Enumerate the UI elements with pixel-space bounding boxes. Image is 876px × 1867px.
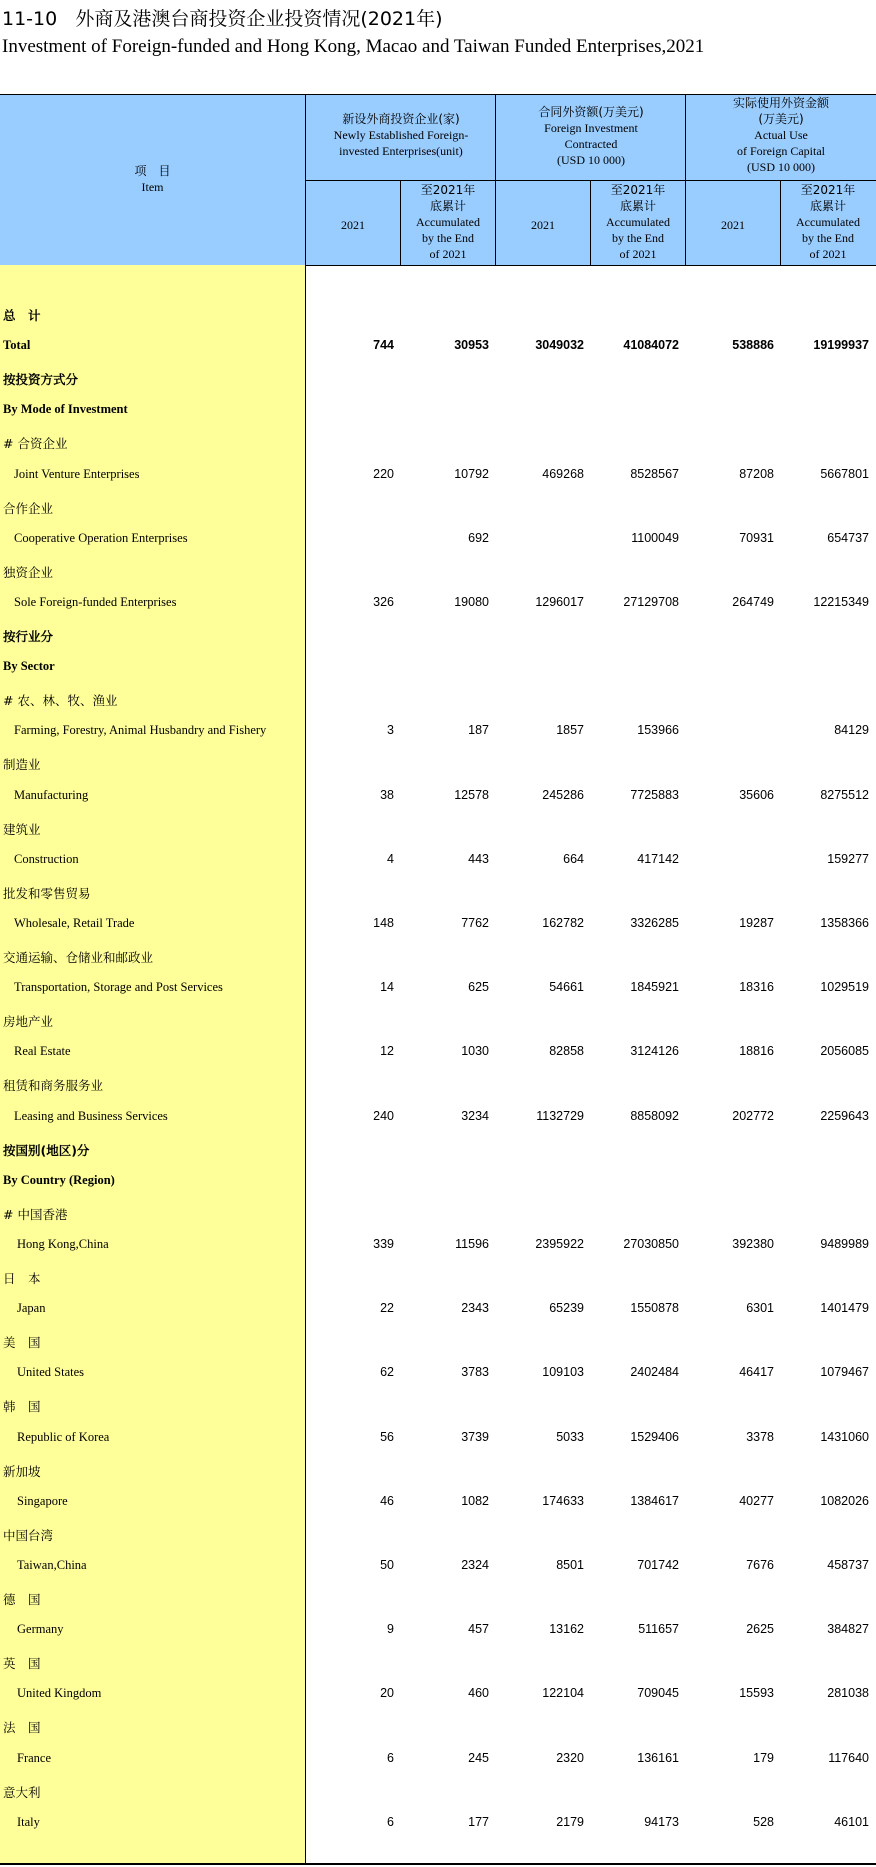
cell-value: 6301 — [746, 1301, 774, 1316]
row-label: 制造业 — [3, 757, 41, 773]
header-col-sep — [780, 180, 781, 265]
table-row — [0, 1582, 876, 1614]
row-label: 交通运输、仓储业和邮政业 — [3, 950, 154, 965]
row-label: France — [17, 1750, 52, 1765]
cell-value: 457 — [468, 1622, 489, 1637]
cell-value: 6 — [387, 1814, 394, 1829]
table-row — [0, 330, 876, 362]
table-row — [0, 491, 876, 523]
cell-value: 1857 — [556, 723, 584, 738]
cell-value: 2056085 — [820, 1044, 869, 1059]
cell-value: 3049032 — [535, 338, 584, 353]
cell-value: 22 — [380, 1301, 394, 1316]
cell-value: 12 — [380, 1044, 394, 1059]
subheader-accumulated: 至2021年 底累计 Accumulated by the End of 2021 — [796, 183, 860, 261]
cell-value: 2259643 — [820, 1108, 869, 1123]
cell-value: 2402484 — [630, 1365, 679, 1380]
cell-value: 56 — [380, 1429, 394, 1444]
cell-value: 19287 — [739, 915, 774, 930]
cell-value: 511657 — [638, 1622, 679, 1637]
cell-value: 709045 — [637, 1686, 679, 1701]
cell-value: 30953 — [454, 338, 489, 353]
row-label: Farming, Forestry, Animal Husbandry and Fishery — [14, 723, 267, 738]
header-divider — [306, 180, 876, 181]
cell-value: 162782 — [542, 915, 584, 930]
cell-value: 20 — [380, 1686, 394, 1701]
cell-value: 9489989 — [820, 1236, 869, 1251]
table-row — [0, 908, 876, 940]
table-row — [0, 523, 876, 555]
row-label: Real Estate — [14, 1044, 71, 1059]
cell-value: 8528567 — [630, 466, 679, 481]
cell-value: 70931 — [739, 530, 774, 545]
row-label: 租赁和商务服务业 — [3, 1078, 104, 1094]
row-label: Republic of Korea — [17, 1429, 110, 1444]
bottom-rule — [0, 1863, 876, 1865]
row-label: Total — [3, 338, 31, 353]
row-label: Hong Kong,China — [17, 1236, 109, 1251]
cell-value: 40277 — [739, 1493, 774, 1508]
table-row — [0, 1004, 876, 1036]
cell-value: 1529406 — [630, 1429, 679, 1444]
table-row — [0, 1614, 876, 1646]
header-group-new-enterprises: 新设外商投资企业(家) Newly Established Foreign-invested Enterprises(unit) — [333, 112, 469, 158]
row-label: Construction — [14, 851, 79, 866]
cell-value: 7725883 — [630, 787, 679, 802]
cell-value: 5667801 — [820, 466, 869, 481]
cell-value: 15593 — [739, 1686, 774, 1701]
cell-value: 4 — [387, 851, 394, 866]
cell-value: 3124126 — [630, 1044, 679, 1059]
cell-value: 2343 — [461, 1301, 489, 1316]
cell-value: 1082026 — [820, 1493, 869, 1508]
cell-value: 8275512 — [820, 787, 869, 802]
header-col-sep — [400, 180, 401, 265]
cell-value: 528 — [753, 1814, 774, 1829]
table-row — [0, 1422, 876, 1454]
table-row — [0, 844, 876, 876]
cell-value: 177 — [468, 1814, 489, 1829]
cell-value: 1030 — [461, 1044, 489, 1059]
table-row — [0, 747, 876, 779]
row-label: By Sector — [3, 659, 55, 674]
subheader-year: 2021 — [721, 218, 745, 232]
cell-value: 3 — [387, 723, 394, 738]
table-row — [0, 1710, 876, 1742]
row-label: Japan — [17, 1301, 46, 1316]
subheader-year: 2021 — [341, 218, 365, 232]
cell-value: 1296017 — [535, 594, 584, 609]
cell-value: 46417 — [739, 1365, 774, 1380]
cell-value: 245 — [468, 1750, 489, 1765]
row-label: # 中国香港 — [3, 1206, 68, 1222]
cell-value: 159277 — [827, 851, 869, 866]
header-group-contracted: 合同外资额(万美元) Foreign Investment Contracted (USD 10 000) — [538, 105, 644, 167]
cell-value: 7676 — [746, 1557, 774, 1572]
table-row — [0, 587, 876, 619]
table-row — [0, 362, 876, 394]
row-label: 按行业分 — [3, 629, 54, 644]
cell-value: 38 — [380, 787, 394, 802]
table-row — [0, 555, 876, 587]
row-label: 德 国 — [3, 1592, 41, 1607]
table-row — [0, 1518, 876, 1550]
table-row — [0, 715, 876, 747]
cell-value: 27030850 — [623, 1236, 679, 1251]
cell-value: 13162 — [549, 1622, 584, 1637]
table-header — [0, 95, 876, 265]
row-label: 法 国 — [3, 1720, 41, 1736]
cell-value: 2324 — [461, 1557, 489, 1572]
cell-value: 1132729 — [536, 1108, 584, 1123]
cell-value: 187 — [468, 723, 489, 738]
table-row — [0, 1165, 876, 1197]
cell-value: 11596 — [455, 1236, 489, 1251]
cell-value: 27129708 — [623, 594, 679, 609]
table-row — [0, 1646, 876, 1678]
cell-value: 469268 — [542, 466, 584, 481]
cell-value: 109103 — [542, 1365, 584, 1380]
row-label: 批发和零售贸易 — [3, 885, 91, 901]
cell-value: 1431060 — [820, 1429, 869, 1444]
cell-value: 94173 — [644, 1814, 679, 1829]
row-label: By Country (Region) — [3, 1172, 115, 1187]
row-label: Taiwan,China — [17, 1557, 87, 1572]
table-row — [0, 940, 876, 972]
cell-value: 136161 — [637, 1750, 679, 1765]
table-row — [0, 1261, 876, 1293]
cell-value: 3783 — [461, 1365, 489, 1380]
cell-value: 174633 — [542, 1493, 584, 1508]
cell-value: 392380 — [732, 1236, 774, 1251]
table-row — [0, 1807, 876, 1839]
row-label: 日 本 — [3, 1271, 41, 1286]
cell-value: 14 — [380, 980, 394, 995]
cell-value: 84129 — [834, 723, 869, 738]
cell-value: 2625 — [746, 1622, 774, 1637]
table-row — [0, 619, 876, 651]
cell-value: 122104 — [542, 1686, 584, 1701]
cell-value: 6 — [387, 1750, 394, 1765]
cell-value: 2179 — [556, 1814, 584, 1829]
cell-value: 339 — [373, 1236, 394, 1251]
cell-value: 82858 — [549, 1044, 584, 1059]
cell-value: 9 — [387, 1622, 394, 1637]
cell-value: 2395922 — [535, 1236, 584, 1251]
table-row — [0, 1550, 876, 1582]
row-label: Singapore — [17, 1493, 68, 1508]
cell-value: 202772 — [732, 1108, 774, 1123]
cell-value: 3326285 — [630, 915, 679, 930]
row-label: Manufacturing — [14, 787, 89, 802]
row-label: Leasing and Business Services — [14, 1108, 168, 1123]
cell-value: 384827 — [827, 1622, 869, 1637]
cell-value: 460 — [468, 1686, 489, 1701]
table-row — [0, 1325, 876, 1357]
cell-value: 148 — [373, 915, 394, 930]
table-row — [0, 1293, 876, 1325]
cell-value: 1082 — [461, 1493, 489, 1508]
cell-value: 417142 — [637, 851, 679, 866]
row-label: Sole Foreign-funded Enterprises — [14, 594, 177, 609]
table-row — [0, 1068, 876, 1100]
header-group-actual-use: 实际使用外资金额 (万美元) Actual Use of Foreign Capital (USD 10 000) — [732, 96, 829, 174]
header-col-sep — [590, 180, 591, 265]
cell-value: 41084072 — [623, 338, 679, 353]
cell-value: 8858092 — [630, 1108, 679, 1123]
table-title-cn: 11-10 外商及港澳台商投资企业投资情况(2021年) — [2, 8, 443, 30]
row-label: 总 计 — [3, 308, 41, 323]
row-label: United States — [17, 1365, 85, 1380]
table-row — [0, 1101, 876, 1133]
cell-value: 46 — [380, 1493, 394, 1508]
table-row — [0, 972, 876, 1004]
cell-value: 179 — [753, 1750, 774, 1765]
cell-value: 1401479 — [820, 1301, 869, 1316]
table-row — [0, 651, 876, 683]
row-label: Cooperative Operation Enterprises — [14, 530, 188, 545]
cell-value: 3378 — [746, 1429, 774, 1444]
header-col-sep — [305, 95, 306, 265]
cell-value: 538886 — [732, 338, 774, 353]
cell-value: 2320 — [556, 1750, 584, 1765]
row-label: 房地产业 — [3, 1014, 54, 1030]
table-title-en: Investment of Foreign-funded and Hong Kong, Macao and Taiwan Funded Enterprises,2021 — [2, 36, 705, 57]
cell-value: 87208 — [739, 466, 774, 481]
cell-value: 19080 — [454, 594, 489, 609]
row-label: Italy — [17, 1814, 40, 1829]
row-label: 新加坡 — [3, 1463, 41, 1479]
cell-value: 1079467 — [820, 1365, 869, 1380]
table-row — [0, 1743, 876, 1775]
cell-value: 1550878 — [630, 1301, 679, 1316]
cell-value: 458737 — [827, 1557, 869, 1572]
cell-value: 18316 — [739, 980, 774, 995]
table-row — [0, 780, 876, 812]
cell-value: 5033 — [556, 1429, 584, 1444]
cell-value: 19199937 — [813, 338, 869, 353]
cell-value: 1845921 — [630, 980, 679, 995]
row-label: 中国台湾 — [3, 1527, 54, 1543]
row-label: By Mode of Investment — [3, 402, 128, 417]
row-label: 建筑业 — [3, 821, 41, 837]
cell-value: 744 — [373, 338, 394, 353]
table-row — [0, 1197, 876, 1229]
cell-value: 664 — [563, 851, 584, 866]
table-row — [0, 298, 876, 330]
table-row — [0, 1389, 876, 1421]
cell-value: 12215349 — [813, 594, 869, 609]
row-label: United Kingdom — [17, 1686, 102, 1701]
table-row — [0, 1229, 876, 1261]
subheader-accumulated: 至2021年 底累计 Accumulated by the End of 2021 — [606, 183, 670, 261]
cell-value: 264749 — [732, 594, 774, 609]
table-row — [0, 683, 876, 715]
table-row — [0, 1775, 876, 1807]
cell-value: 62 — [380, 1365, 394, 1380]
cell-value: 654737 — [827, 530, 869, 545]
cell-value: 240 — [373, 1108, 394, 1123]
cell-value: 1100049 — [631, 530, 679, 545]
cell-value: 220 — [373, 466, 394, 481]
subheader-accumulated: 至2021年 底累计 Accumulated by the End of 2021 — [416, 183, 480, 261]
cell-value: 54661 — [549, 980, 584, 995]
header-col-sep — [685, 95, 686, 265]
cell-value: 3234 — [461, 1108, 489, 1123]
cell-value: 326 — [373, 594, 394, 609]
row-label: # 农、林、牧、渔业 — [3, 693, 118, 709]
table-row — [0, 876, 876, 908]
table-row — [0, 1133, 876, 1165]
row-label: Joint Venture Enterprises — [14, 466, 140, 481]
row-label: 按投资方式分 — [3, 372, 79, 388]
cell-value: 10792 — [454, 466, 489, 481]
cell-value: 65239 — [549, 1301, 584, 1316]
table-row — [0, 1678, 876, 1710]
cell-value: 50 — [380, 1557, 394, 1572]
row-label: Transportation, Storage and Post Services — [14, 980, 223, 995]
cell-value: 46101 — [834, 1814, 869, 1829]
row-label: 英 国 — [3, 1656, 41, 1672]
header-col-sep — [495, 95, 496, 265]
table-row — [0, 1357, 876, 1389]
row-label: 意大利 — [3, 1784, 41, 1800]
row-label: # 合资企业 — [3, 436, 68, 452]
cell-value: 153966 — [637, 723, 679, 738]
cell-value: 3739 — [461, 1429, 489, 1444]
cell-value: 245286 — [542, 787, 584, 802]
row-label: 独资企业 — [3, 564, 54, 580]
cell-value: 7762 — [461, 915, 489, 930]
cell-value: 625 — [468, 980, 489, 995]
row-label: 合作企业 — [3, 500, 54, 516]
row-label: 美 国 — [3, 1335, 41, 1351]
cell-value: 1358366 — [820, 915, 869, 930]
cell-value: 443 — [468, 851, 489, 866]
cell-value: 281038 — [827, 1686, 869, 1701]
table-row — [0, 1454, 876, 1486]
table-row — [0, 1486, 876, 1518]
row-label: Wholesale, Retail Trade — [14, 915, 135, 930]
table-row — [0, 812, 876, 844]
table-row — [0, 394, 876, 426]
cell-value: 18816 — [739, 1044, 774, 1059]
table-row — [0, 426, 876, 458]
cell-value: 8501 — [556, 1557, 584, 1572]
header-item: 项 目 Item — [134, 164, 171, 194]
subheader-year: 2021 — [531, 218, 555, 232]
cell-value: 117640 — [828, 1750, 869, 1765]
table-row — [0, 1036, 876, 1068]
cell-value: 1384617 — [630, 1493, 679, 1508]
cell-value: 692 — [468, 530, 489, 545]
cell-value: 1029519 — [820, 980, 869, 995]
table-row — [0, 459, 876, 491]
cell-value: 12578 — [454, 787, 489, 802]
row-label: 韩 国 — [3, 1399, 41, 1415]
row-label: Germany — [17, 1622, 64, 1637]
cell-value: 35606 — [739, 787, 774, 802]
row-label: 按国别(地区)分 — [3, 1142, 90, 1158]
cell-value: 701742 — [637, 1557, 679, 1572]
